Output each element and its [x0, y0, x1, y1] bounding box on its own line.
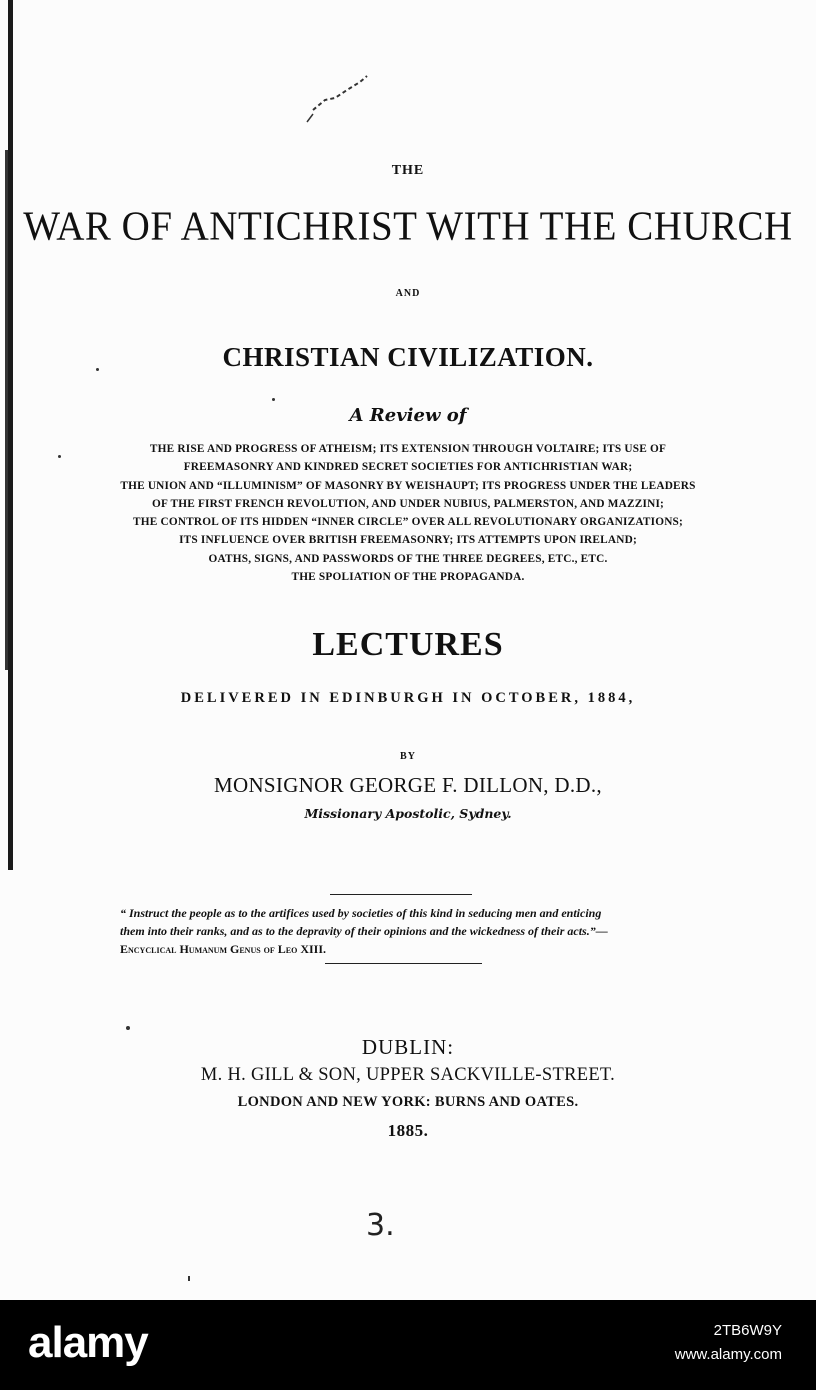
synopsis-line: OATHS, SIGNS, AND PASSWORDS OF THE THREE DEGREES, ETC., ETC.: [208, 552, 608, 565]
synopsis-line: ITS INFLUENCE OVER BRITISH FREEMASONRY; ITS ATTEMPTS UPON IRELAND;: [179, 534, 637, 547]
synopsis: [0, 440, 816, 586]
delivered-line: DELIVERED IN EDINBURGH IN OCTOBER, 1884,: [180, 690, 636, 706]
secondary-title: CHRISTIAN CIVILIZATION.: [222, 342, 594, 372]
epigraph-line: “ Instruct the people as to the artifices used by societies of this kind in seducing men and enticing: [120, 906, 602, 920]
watermark-image-id: 2TB6W9Y: [713, 1322, 782, 1339]
ink-speck: [188, 1276, 190, 1281]
synopsis-line: THE RISE AND PROGRESS OF ATHEISM; ITS EXTENSION THROUGH VOLTAIRE; ITS USE OF: [149, 443, 667, 455]
synopsis-line: THE CONTROL OF ITS HIDDEN “INNER CIRCLE” OVER ALL REVOLUTIONARY ORGANIZATIONS;: [133, 516, 683, 529]
main-title: WAR OF ANTICHRIST WITH THE CHURCH: [23, 203, 793, 250]
watermark-site: www.alamy.com: [674, 1346, 782, 1363]
ink-scribble: [305, 70, 375, 125]
imprint-city: DUBLIN:: [361, 1035, 455, 1059]
by-line: BY: [400, 751, 416, 762]
synopsis-line: THE UNION AND “ILLUMINISM” OF MASONRY BY WEISHAUPT; ITS PROGRESS UNDER THE LEADERS: [120, 479, 696, 492]
synopsis-line: FREEMASONRY AND KINDRED SECRET SOCIETIES FOR ANTICHRISTIAN WAR;: [183, 461, 633, 474]
title-and: AND: [395, 288, 421, 299]
watermark-brand: alamy: [28, 1318, 148, 1367]
title-the: THE: [391, 163, 425, 178]
epigraph-rule-top: [330, 894, 472, 895]
lectures-heading: LECTURES: [312, 626, 504, 663]
shelfmark: 3.: [366, 1208, 395, 1243]
ink-speck: [126, 1026, 130, 1030]
imprint-publisher: M. H. GILL & SON, UPPER SACKVILLE-STREET.: [200, 1065, 616, 1085]
imprint-distributors: LONDON AND NEW YORK: BURNS AND OATES.: [237, 1094, 579, 1110]
review-heading: A Review of: [349, 405, 467, 426]
ink-speck: [272, 398, 275, 401]
binding-edge: [8, 0, 13, 870]
epigraph-line: them into their ranks, and as to the depravity of their opinions and the wickedness of their acts.”—: [120, 924, 608, 938]
epigraph-source: Encyclical Humanum Genus of Leo XIII.: [120, 942, 327, 956]
synopsis-line: OF THE FIRST FRENCH REVOLUTION, AND UNDER NUBIUS, PALMERSTON, AND MAZZINI;: [151, 497, 665, 510]
author-title: Missionary Apostolic, Sydney.: [304, 806, 512, 821]
epigraph: [120, 904, 720, 958]
ink-speck: [58, 455, 61, 458]
imprint-year: 1885.: [387, 1121, 429, 1140]
epigraph-rule-bottom: [325, 963, 482, 964]
author-name: MONSIGNOR GEORGE F. DILLON, D.D.,: [214, 773, 602, 797]
synopsis-line: THE SPOLIATION OF THE PROPAGANDA.: [291, 571, 525, 584]
ink-speck: [96, 368, 99, 371]
